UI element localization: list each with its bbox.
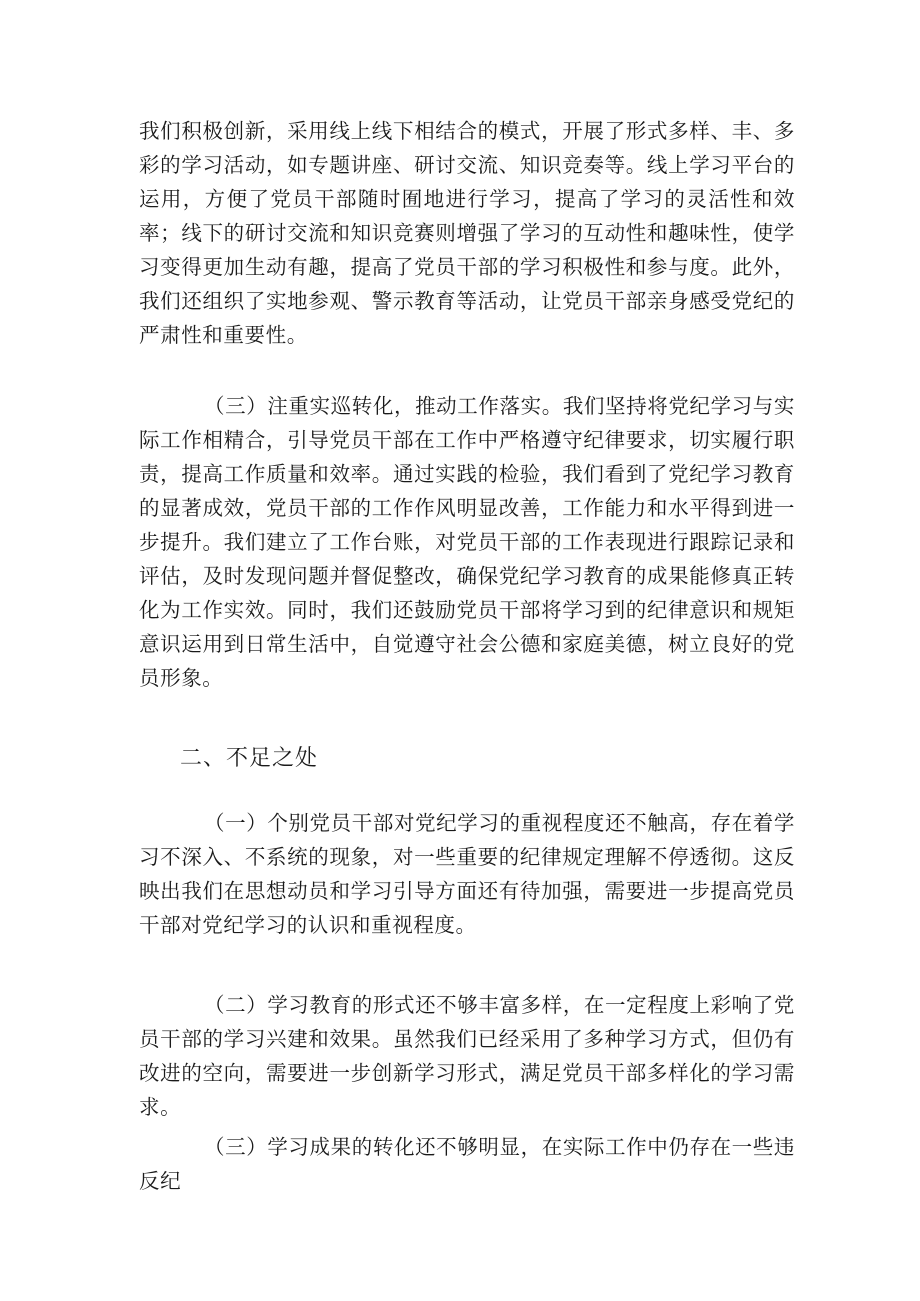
paragraph-shortcoming-2: （二）学习教育的形式还不够丰富多样，在一定程度上彩响了党员干部的学习兴建和效果。虽然我们已经采用了多种学习方式，但仍有改进的空向，需要进一步创新学习形式，满足党员干部多样化的学习需求。: [139, 993, 795, 1119]
paragraph-shortcoming-1: （一）个别党员干部对党纪学习的重视程度还不触高，存在着学习不深入、不系统的现象，对一些重要的纪律规定理解不停透彻。这反映出我们在思想动员和学习引导方面还有待加强，需要进一步提高党员干部对党纪学习的认识和重视程度。: [139, 811, 795, 937]
paragraph-shortcoming-3: （三）学习成果的转化还不够明显，在实际工作中仍存在一些违反纪: [139, 1135, 795, 1193]
paragraph-learning-activities: 我们积极创新，采用线上线下相结合的模式，开展了形式多样、丰、多彩的学习活动，如专题讲座、研讨交流、知识竞奏等。线上学习平台的运用，方便了党员干部随时囿地进行学习，提高了学习的灵活性和效率；线下的研讨交流和知识竞赛则增强了学习的互动性和趣味性，使学习变得更加生动有趣，提高了党员干部的学习积极性和参与度。此外，我们还组织了实地参观、警示教育等活动，让党员干部亲身感受党纪的严肃性和重要性。: [139, 119, 795, 347]
paragraph-practice-transformation: （三）注重实巡转化，推动工作落实。我们坚持将党纪学习与实际工作相精合，引导党员干部在工作中严格遵守纪律要求，切实履行职责，提高工作质量和效率。通过实践的检验，我们看到了党纪学习教育的显著成效，党员干部的工作作风明显改善，工作能力和水平得到进一步提升。我们建立了工作台账，对党员干部的工作表现进行跟踪记录和评估，及时发现问题并督促整改，确保党纪学习教育的成果能修真正转化为工作实效。同时，我们还鼓励党员干部将学习到的纪律意识和规矩意识运用到日常生活中，自觉遵守社会公德和家庭美德，树立良好的党员形象。: [139, 394, 795, 690]
section-heading-shortcomings: 二、不足之处: [180, 746, 319, 771]
